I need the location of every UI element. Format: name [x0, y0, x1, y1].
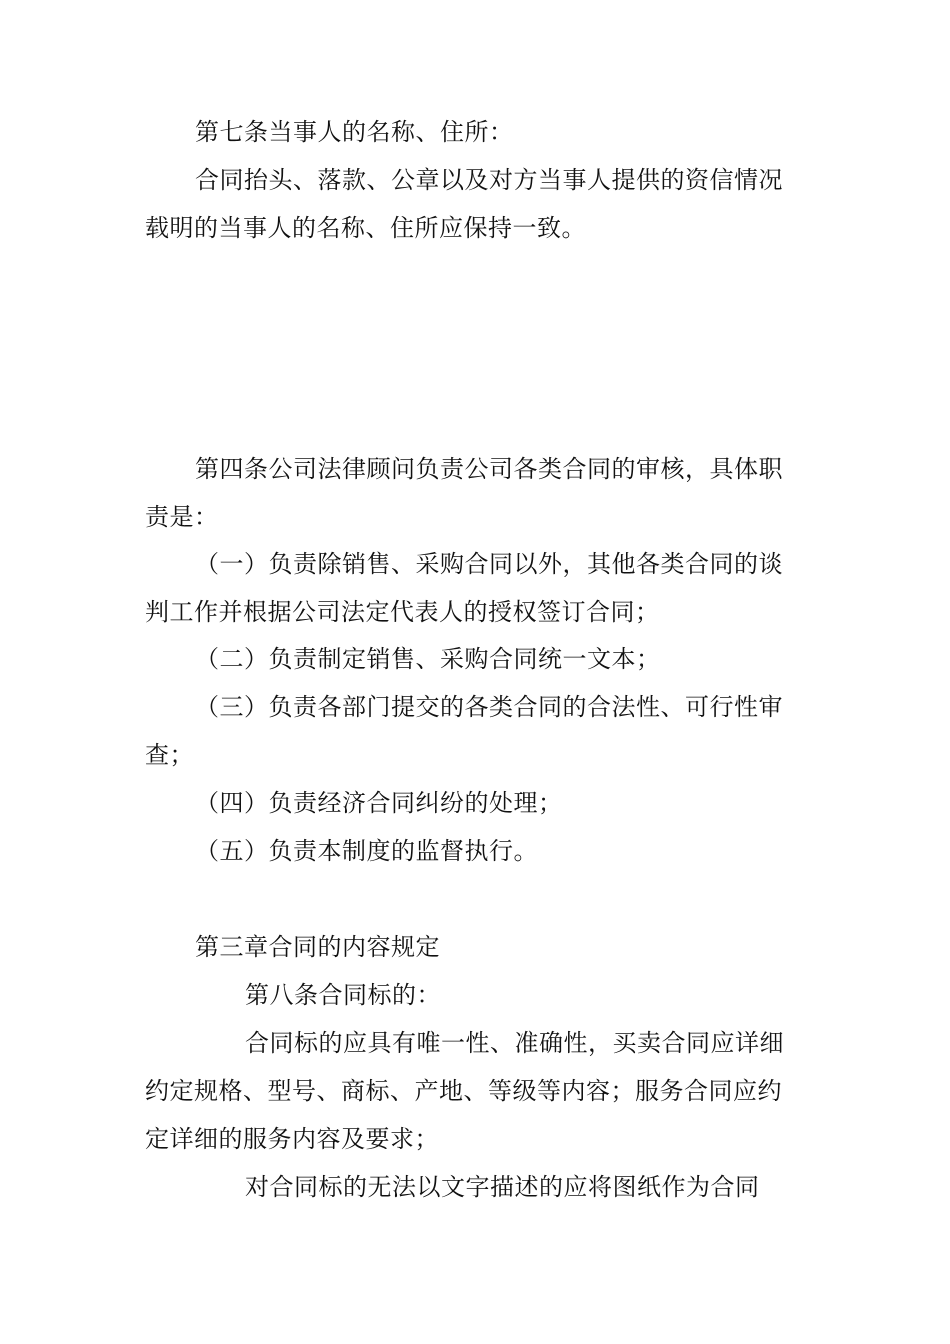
chapter3-heading: 第三章合同的内容规定: [195, 933, 440, 961]
article7-body-line1: 合同抬头、落款、公章以及对方当事人提供的资信情况: [195, 166, 783, 194]
article8-para1-line3: 定详细的服务内容及要求；: [145, 1125, 439, 1153]
article4-item3-line1: （三）负责各部门提交的各类合同的合法性、可行性审: [195, 693, 783, 721]
article4-heading-line2: 责是：: [145, 503, 219, 531]
article8-heading: 第八条合同标的：: [245, 981, 441, 1009]
article4-heading-line1: 第四条公司法律顾问负责公司各类合同的审核，具体职: [195, 455, 783, 483]
article4-item1-line1: （一）负责除销售、采购合同以外，其他各类合同的谈: [195, 550, 783, 578]
article4-item3-line2: 查；: [145, 741, 194, 769]
article4-item5: （五）负责本制度的监督执行。: [195, 837, 538, 865]
article4-item1-line2: 判工作并根据公司法定代表人的授权签订合同；: [145, 598, 660, 626]
article4-item4: （四）负责经济合同纠纷的处理；: [195, 789, 563, 817]
article4-item2: （二）负责制定销售、采购合同统一文本；: [195, 645, 661, 673]
article7-body-line2: 载明的当事人的名称、住所应保持一致。: [145, 214, 586, 242]
article8-para1-line2: 约定规格、型号、商标、产地、等级等内容；服务合同应约: [145, 1077, 782, 1105]
article8-para1-line1: 合同标的应具有唯一性、准确性，买卖合同应详细: [245, 1029, 784, 1057]
article7-heading: 第七条当事人的名称、住所：: [195, 118, 514, 146]
article8-para2-line1: 对合同标的无法以文字描述的应将图纸作为合同: [245, 1173, 760, 1201]
